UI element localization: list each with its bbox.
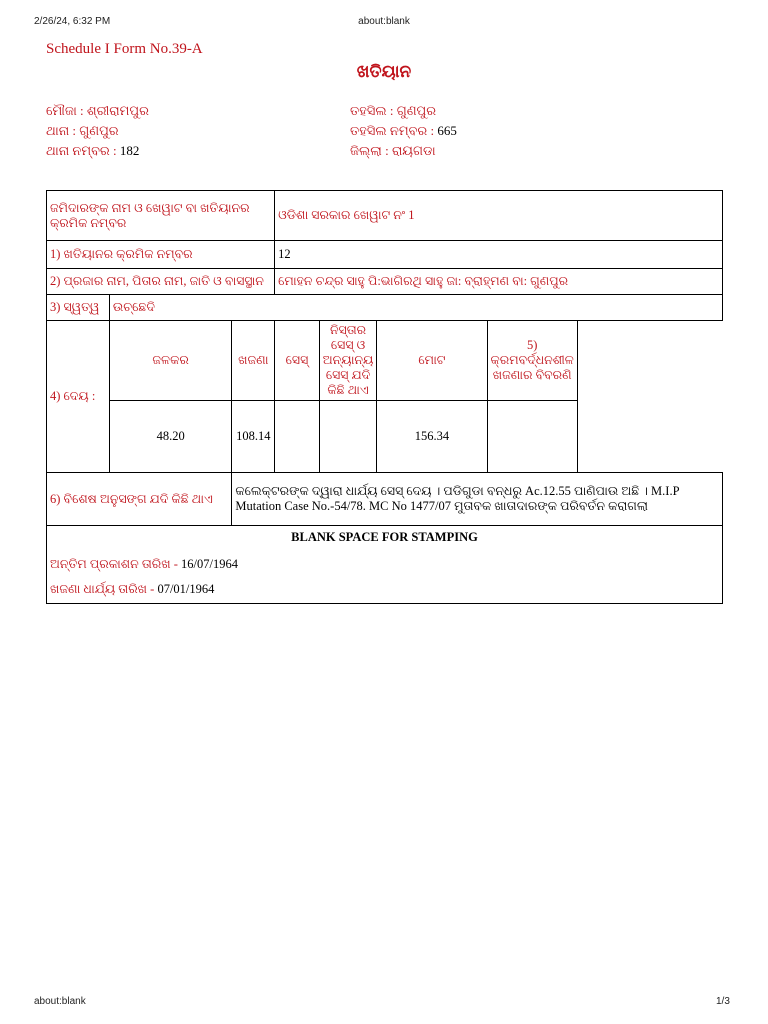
dues-values-row [47, 401, 723, 473]
tahasil-no-row [350, 121, 457, 141]
tenant-row [47, 269, 723, 295]
val-jalkar: 48.20 [109, 401, 232, 473]
khatian-no-label: 1) ଖତିୟାନର କ୍ରମିକ ନମ୍ବର [47, 241, 275, 269]
thana-no-value: 182 [119, 143, 140, 158]
thana-value: ଗୁଣପୁର [79, 123, 119, 138]
tenant-label: 2) ପ୍ରଜାର ନାମ, ପିତାର ନାମ, ଜାତି ଓ ବାସସ୍ଥାନ [47, 269, 275, 295]
page-title: ଖତିୟାନ [356, 62, 412, 81]
thana-row [46, 121, 149, 141]
tahasil-row [350, 101, 457, 121]
col-ses: ସେସ୍ [275, 321, 320, 401]
status-label: 3) ସ୍ୱତ୍ୱ [47, 295, 110, 321]
status-row [47, 295, 723, 321]
thana-no-row [46, 141, 149, 161]
mouza-row [46, 101, 149, 121]
thana-no-label: ଥାନା ନମ୍ବର : [46, 143, 117, 158]
status-value: ଉଚ୍ଛେଦି [109, 295, 722, 321]
remarks-label: 6) ବିଶେଷ ଅନୁସଙ୍ଗ ଯଦି କିଛି ଥାଏ [47, 473, 232, 526]
zamindar-row [47, 191, 723, 241]
print-url-footer: about:blank [34, 996, 86, 1007]
rent-date-value: 07/01/1964 [157, 582, 215, 596]
remarks-value: କଲେକ୍ଟରଙ୍କ ଦ୍ୱାରା ଧାର୍ଯ୍ୟ ସେସ୍ ଦେୟ । ପଡିଗୁଡା ବନ୍ଧରୁ Ac.12.55 ପାଣିପାଉ ଅଛି । M.I.P Mutation Case No.-54/78. MC No 1477/07 ମୁତାବକ ଖାତାଦାରଙ୍କ ପରିବର୍ତନ କରାଗଲା [232, 473, 723, 526]
col-mot: ମୋଟ [377, 321, 487, 401]
page-indicator: 1/3 [716, 996, 730, 1007]
zamindar-label: ଜମିଦାରଙ୍କ ନାମ ଓ ଖେୱାଟ ବା ଖତିୟାନର କ୍ରମିକ ନମ୍ବର [47, 191, 275, 241]
val-nistar [319, 401, 377, 473]
dues-header-row [47, 321, 723, 401]
dues-label: 4) ଦେୟ : [47, 321, 110, 473]
val-ses [275, 401, 320, 473]
tahasil-no-value: 665 [437, 123, 457, 138]
val-khajana: 108.14 [232, 401, 275, 473]
meta-left [46, 101, 149, 161]
final-pub-value: 16/07/1964 [181, 557, 238, 571]
tahasil-value: ଗୁଣପୁର [396, 103, 437, 118]
stamp-title: BLANK SPACE FOR STAMPING [291, 530, 478, 544]
tahasil-no-label: ତହସିଲ ନମ୍ବର : [350, 123, 435, 138]
remarks-row [47, 473, 723, 526]
print-timestamp: 2/26/24, 6:32 PM [34, 16, 111, 27]
tenant-value: ମୋହନ ଚନ୍ଦ୍ର ସାହୁ ପି:ଭାଗିରଥି ସାହୁ ଜା: ବ୍ରାହ୍ମଣ ବା: ଗୁଣପୁର [275, 269, 723, 295]
col-krama: 5) କ୍ରମବର୍ଦ୍ଧନଶୀଳ ଖଜଣାର ବିବରଣି [487, 321, 577, 401]
final-pub-label: ଅନ୍ତିମ ପ୍ରକାଶନ ତାରିଖ - [50, 557, 178, 571]
col-nistar: ନିସ୍ତାର ସେସ୍ ଓ ଅନ୍ୟାନ୍ୟ ସେସ୍ ଯଦି କିଛି ଥାଏ [319, 321, 377, 401]
mouza-value: ଶ୍ରୀରାମପୁର [86, 103, 149, 118]
form-number: Schedule I Form No.39-A [46, 41, 203, 57]
stamp-cell [47, 526, 723, 604]
rent-date-label: ଖଜଣା ଧାର୍ଯ୍ୟ ତାରିଖ - [50, 582, 155, 596]
final-publication-line [50, 557, 719, 572]
stamp-row [47, 526, 723, 604]
rent-date-line [50, 582, 719, 597]
tahasil-label: ତହସିଲ : [350, 103, 394, 118]
col-jalkar: ଜଳକର [109, 321, 232, 401]
print-url-header: about:blank [358, 16, 410, 27]
khatian-table [46, 190, 723, 604]
district-value: ରାୟଗଡା [391, 143, 436, 158]
khatian-no-row [47, 241, 723, 269]
zamindar-value: ଓଡିଶା ସରକାର ଖେୱାଟ ନଂ 1 [275, 191, 723, 241]
district-label: ଜିଲ୍ଲା : [350, 143, 389, 158]
meta-right [350, 101, 457, 161]
district-row [350, 141, 457, 161]
thana-label: ଥାନା : [46, 123, 77, 138]
col-khajana: ଖଜଣା [232, 321, 275, 401]
mouza-label: ମୌଜା : [46, 103, 84, 118]
val-krama [487, 401, 577, 473]
val-mot: 156.34 [377, 401, 487, 473]
khatian-no-value: 12 [275, 241, 723, 269]
